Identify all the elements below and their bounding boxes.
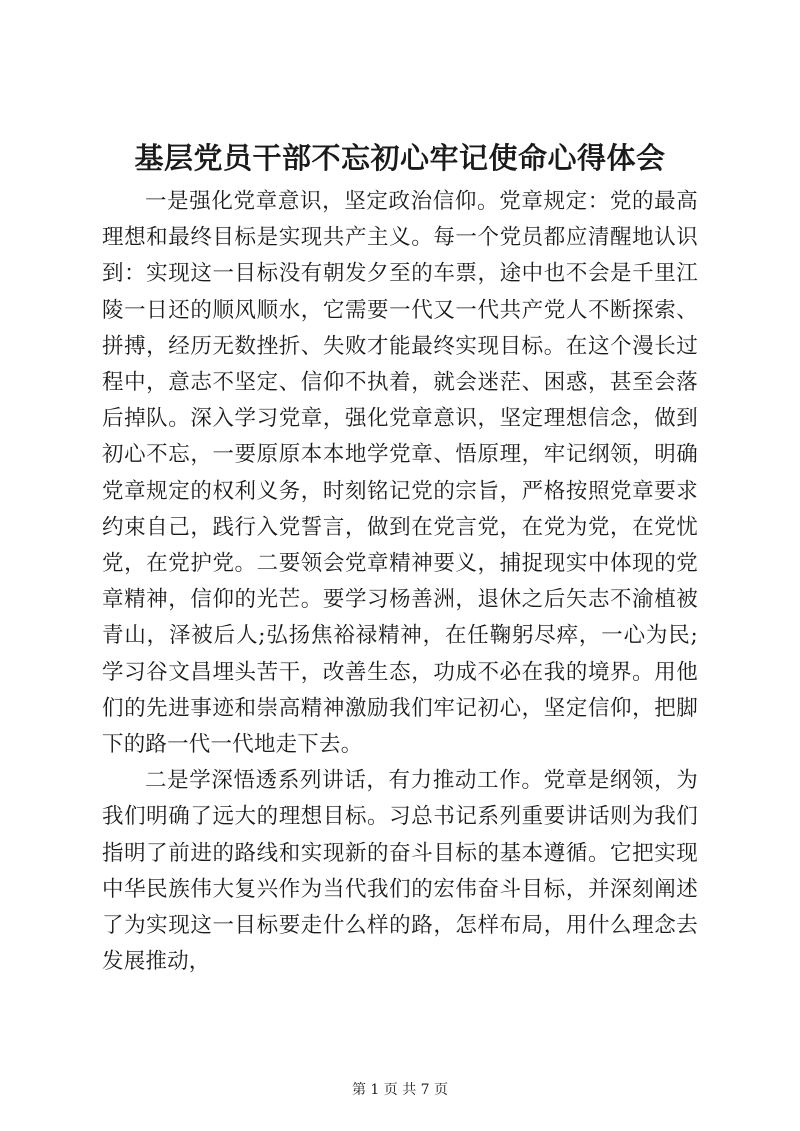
document-body: [102, 184, 698, 980]
paragraph-2: 二是学深悟透系列讲话，有力推动工作。党章是纲领，为我们明确了远大的理想目标。习总书记系列重要讲话则为我们指明了前进的路线和实现新的奋斗目标的基本遵循。它把实现中华民族伟大复兴作为当代我们的宏伟奋斗目标，并深刻阐述了为实现这一目标要走什么样的路，怎样布局，用什么理念去发展推动，: [102, 768, 698, 975]
paragraph-1: 一是强化党章意识，坚定政治信仰。党章规定：党的最高理想和最终目标是实现共产主义。每一个党员都应清醒地认识到：实现这一目标没有朝发夕至的车票，途中也不会是千里江陵一日还的顺风顺水，它需要一代又一代共产党人不断探索、拼搏，经历无数挫折、失败才能最终实现目标。在这个漫长过程中，意志不坚定、信仰不执着，就会迷茫、困惑，甚至会落后掉队。深入学习党章，强化党章意识，坚定理想信念，做到初心不忘，一要原原本本地学党章、悟原理，牢记纲领，明确党章规定的权利义务，时刻铭记党的宗旨，严格按照党章要求约束自己，践行入党誓言，做到在党言党，在党为党，在党忧党，在党护党。二要领会党章精神要义，捕捉现实中体现的党章精神，信仰的光芒。要学习杨善洲，退休之后矢志不渝植被青山，泽被后人;弘扬焦裕禄精神，在任鞠躬尽瘁，一心为民;学习谷文昌埋头苦干，改善生态，功成不必在我的境界。用他们的先进事迹和崇高精神激励我们牢记初心，坚定信仰，把脚下的路一代一代地走下去。: [102, 189, 698, 758]
document-title: 基层党员干部不忘初心牢记使命心得体会: [134, 141, 666, 175]
page-footer: 第 1 页 共 7 页: [351, 1082, 449, 1098]
